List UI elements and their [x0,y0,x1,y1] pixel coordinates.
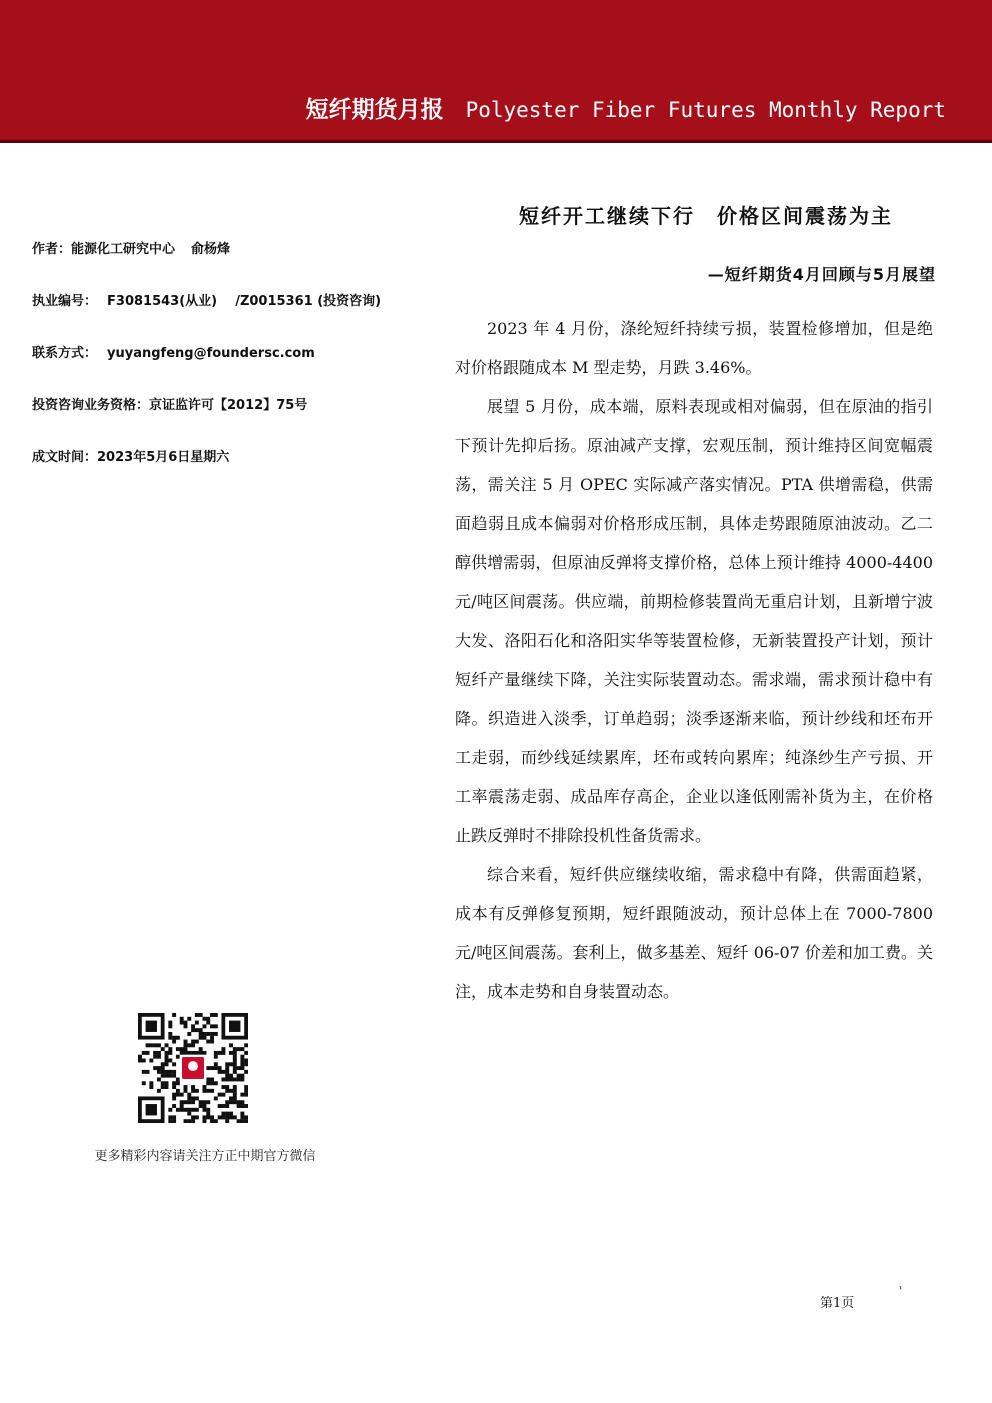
author-label: 作者： [32,242,72,257]
qr-code-graphic [138,1013,248,1123]
contact-email[interactable]: yuyangfeng@foundersc.com [107,346,315,361]
paragraph: 展望 5 月份，成本端，原料表现或相对偏弱，但在原油的指引下预计先抑后扬。原油减产支撑，宏观压制，预计维持区间宽幅震荡，需关注 5 月 OPEC 实际减产落实情况。PTA 供增需稳，供需面趋弱且成本偏弱对价格形成压制，具体走势跟随原油波动。乙二醇供增需弱，但原油反弹将支撑价格，总体上预计维持 4000-4400 元/吨区间震荡。供应端，前期检修装置尚无重启计划，且新增宁波大发、洛阳石化和洛阳实华等装置检修，无新装置投产计划，预计短纤产量继续下降，关注实际装置动态。需求端，需求预计稳中有降。织造进入淡季，订单趋弱；淡季逐渐来临，预计纱线和坯布开工走弱，而纱线延续累库，坯布或转向累库；纯涤纱生产亏损、开工率震荡走弱、成品库存高企，企业以逢低刚需补货为主，在价格止跌反弹时不排除投机性备货需求。 [455,397,933,845]
qualification-label: 投资咨询业务资格： [32,398,150,413]
report-title-en: Polyester Fiber Futures Monthly Report [465,98,946,122]
date-label: 成文时间： [32,450,98,465]
contact-label: 联系方式： [32,346,98,361]
qualification-value: 京证监许可【2012】75号 [149,398,308,413]
qr-caption: 更多精彩内容请关注方正中期官方微信 [94,1149,316,1164]
contact-row [32,340,442,392]
article-title [456,200,956,229]
header-divider [0,140,992,143]
author-value: 能源化工研究中心 [71,242,176,257]
date-value: 2023年5月6日星期六 [97,450,230,465]
license-label: 执业编号： [32,294,98,309]
paragraph: 综合来看，短纤供应继续收缩，需求稳中有降，供需面趋紧，成本有反弹修复预期，短纤跟随波动，预计总体上在 7000-7800 元/吨区间震荡。套利上，做多基差、短纤 06-07 价差和加工费。关注，成本走势和自身装置动态。 [455,865,933,1001]
article-title-part2: 价格区间震荡为主 [717,204,893,228]
author-info [32,236,442,496]
footer-mark: ' [899,1284,903,1298]
report-title-zh: 短纤期货月报 [305,97,444,123]
report-header-title [306,92,946,129]
qr-code-icon [138,1013,248,1123]
paragraph: 2023 年 4 月份，涤纶短纤持续亏损，装置检修增加，但是绝对价格跟随成本 M 型走势，月跌 3.46%。 [455,319,933,377]
article-title-part1: 短纤开工继续下行 [519,204,695,228]
license-value: F3081543(从业) /Z0015361 (投资咨询) [107,294,382,309]
date-row [32,444,442,496]
license-row [32,288,442,340]
author-name: 俞杨烽 [191,242,231,257]
qualification-row [32,392,442,444]
article-subtitle: —短纤期货4月回顾与5月展望 [707,265,936,284]
article-body [455,309,933,1011]
author-row [32,236,442,288]
page-number: 第1页 [820,1296,855,1311]
